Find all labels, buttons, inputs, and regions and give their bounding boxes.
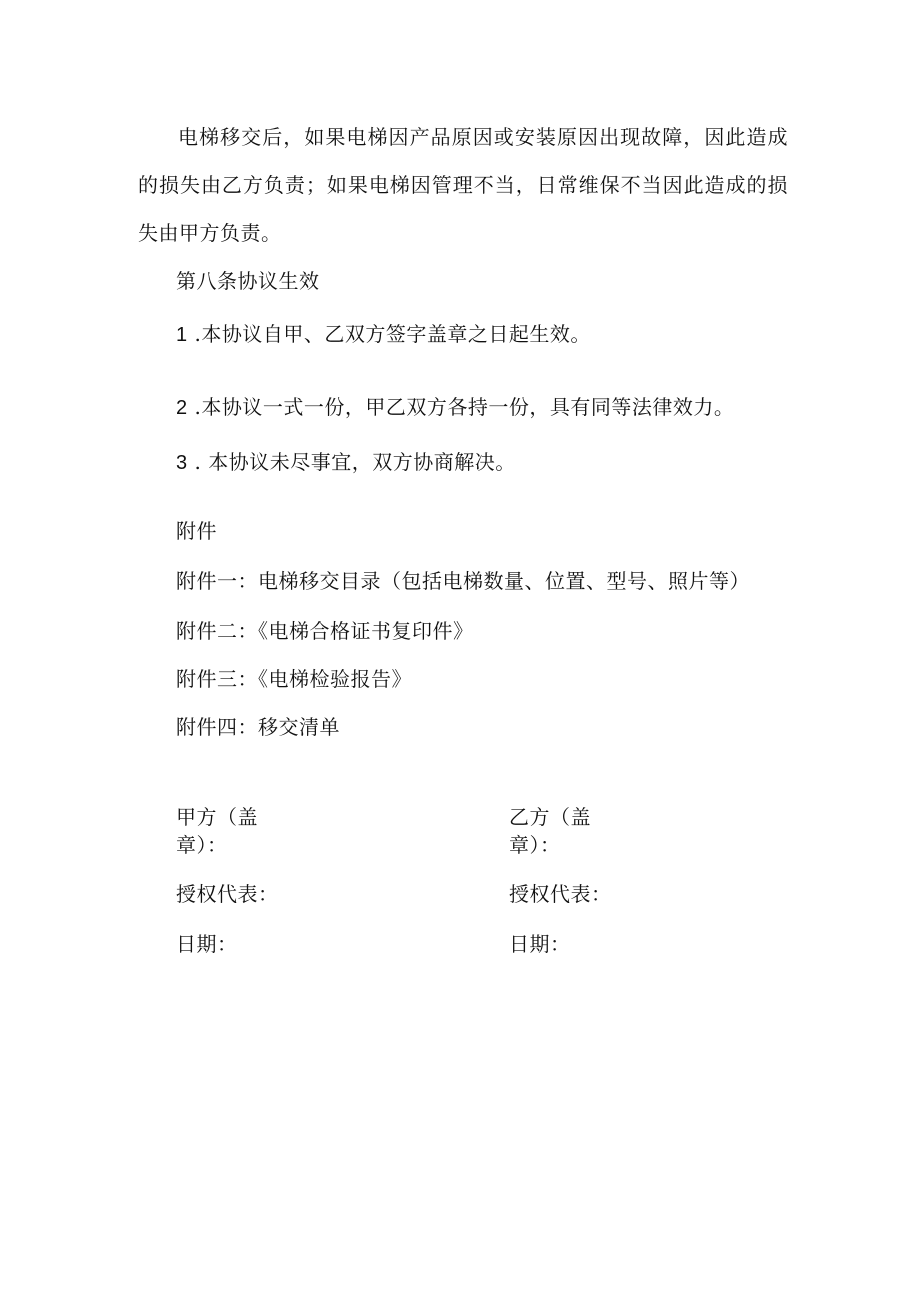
article8-item-2	[176, 393, 734, 422]
party-b-seal-label: 乙方（盖章）：	[509, 805, 591, 857]
article8-heading: 第八条协议生效	[176, 269, 320, 293]
party-a-date-label: 日期：	[176, 932, 238, 956]
attachment-item-3: 附件三：《电梯检验报告》	[176, 667, 412, 691]
article8-item-3	[176, 448, 516, 477]
party-a-representative-label: 授权代表：	[176, 882, 279, 906]
item-text: . 本协议未尽事宜，双方协商解决。	[187, 450, 516, 474]
article7-tail-paragraph: 电梯移交后，如果电梯因产品原因或安装原因出现故障，因此造成的损失由乙方负责；如果电梯因管理不当，日常维保不当因此造成的损失由甲方负责。	[138, 125, 788, 245]
party-b-representative-label: 授权代表：	[509, 882, 612, 906]
party-a-seal-label: 甲方（盖章）：	[176, 805, 258, 857]
attachment-item-2: 附件二：《电梯合格证书复印件》	[176, 619, 474, 643]
item-number: 2	[176, 397, 188, 419]
item-text: .本协议一式一份，甲乙双方各持一份，具有同等法律效力。	[187, 395, 735, 419]
attachments-heading: 附件	[176, 519, 217, 543]
item-number: 1	[176, 324, 188, 346]
attachment-item-4: 附件四：移交清单	[176, 715, 340, 739]
party-b-date-label: 日期：	[509, 932, 571, 956]
item-text: .本协议自甲、乙双方签字盖章之日起生效。	[187, 322, 591, 346]
attachment-item-1: 附件一：电梯移交目录（包括电梯数量、位置、型号、照片等）	[176, 569, 750, 593]
item-number: 3	[176, 452, 188, 474]
article8-item-1	[176, 320, 591, 349]
